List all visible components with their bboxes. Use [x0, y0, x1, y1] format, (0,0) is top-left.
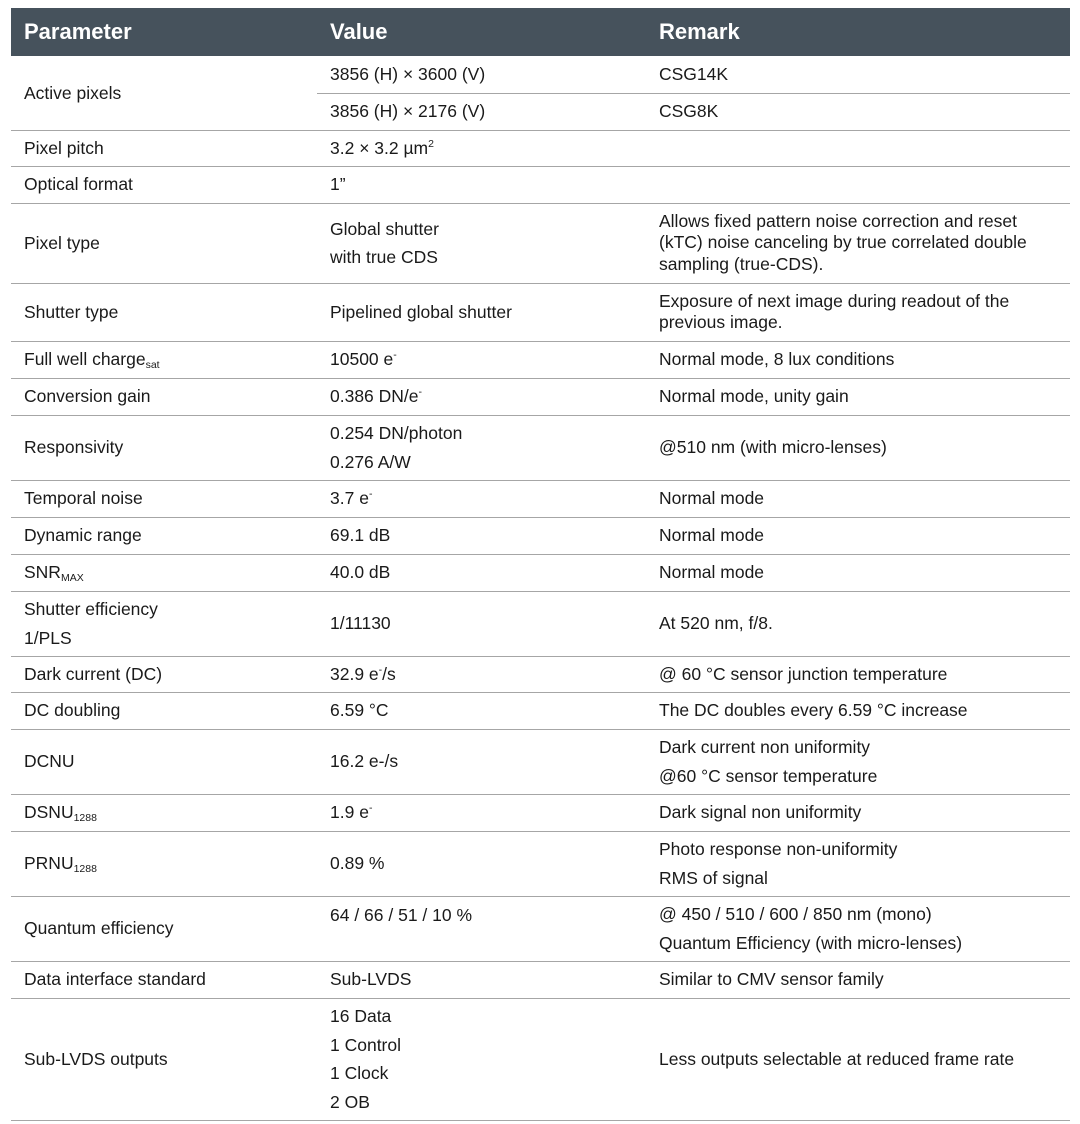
remark-shutter-efficiency: At 520 nm, f/8.	[646, 591, 1070, 656]
param-dsnu: $DSNU_{1288}$	[11, 794, 317, 831]
remark-optical-format	[646, 166, 1070, 203]
remark-dynamic-range: Normal mode	[646, 517, 1070, 554]
param-data-interface: Data interface standard	[11, 961, 317, 998]
specifications-table	[11, 8, 1070, 1121]
table-row	[11, 378, 1070, 415]
remark-active-pixels-csg8k: CSG8K	[646, 93, 1070, 130]
table-row	[11, 341, 1070, 378]
remark-active-pixels-csg14k: CSG14K	[646, 56, 1070, 93]
value-prnu: 0.89 %	[317, 831, 646, 896]
value-data-interface: Sub-LVDS	[317, 961, 646, 998]
value-active-pixels-csg14k: 3856 (H) × 3600 (V)	[317, 56, 646, 93]
remark-prnu: Photo response non-uniformity RMS of signal	[646, 831, 1070, 896]
table-row	[11, 554, 1070, 591]
value-shutter-efficiency: 1/11130	[317, 591, 646, 656]
param-pixel-type: Pixel type	[11, 203, 317, 283]
param-responsivity: Responsivity	[11, 415, 317, 480]
remark-pixel-pitch	[646, 130, 1070, 166]
table-row	[11, 283, 1070, 341]
remark-dark-current: @ 60 °C sensor junction temperature	[646, 656, 1070, 692]
remark-pixel-type: Allows fixed pattern noise correction and reset (kTC) noise canceling by true correlated double sampling (true-CDS).	[646, 203, 1070, 283]
param-active-pixels: Active pixels	[11, 56, 317, 130]
value-optical-format: 1”	[317, 166, 646, 203]
param-dcnu: DCNU	[11, 729, 317, 794]
table-header-row	[11, 8, 1070, 56]
param-pixel-pitch: Pixel pitch	[11, 130, 317, 166]
header-remark: Remark	[646, 8, 1070, 56]
table-row	[11, 656, 1070, 692]
remark-dc-doubling: The DC doubles every 6.59 °C increase	[646, 692, 1070, 729]
remark-full-well-charge: Normal mode, 8 lux conditions	[646, 341, 1070, 378]
remark-conversion-gain: Normal mode, unity gain	[646, 378, 1070, 415]
param-quantum-efficiency: Quantum efficiency	[11, 896, 317, 961]
param-snr-max: $SNR_{MAX}$	[11, 554, 317, 591]
value-responsivity: 0.254 DN/photon 0.276 A/W	[317, 415, 646, 480]
table-row	[11, 692, 1070, 729]
table-row	[11, 998, 1070, 1120]
table-row	[11, 203, 1070, 283]
param-temporal-noise: Temporal noise	[11, 480, 317, 517]
param-dc-doubling: DC doubling	[11, 692, 317, 729]
table-row	[11, 896, 1070, 961]
param-dark-current: Dark current (DC)	[11, 656, 317, 692]
table-row	[11, 130, 1070, 166]
header-parameter: Parameter	[11, 8, 317, 56]
value-dcnu: 16.2 e-/s	[317, 729, 646, 794]
value-conversion-gain: 0.386 DN/e-	[317, 378, 646, 415]
remark-dsnu: Dark signal non uniformity	[646, 794, 1070, 831]
value-pixel-pitch: 3.2 × 3.2 µm$^2$	[317, 130, 646, 166]
table-row	[11, 517, 1070, 554]
value-shutter-type: Pipelined global shutter	[317, 283, 646, 341]
remark-shutter-type: Exposure of next image during readout of the previous image.	[646, 283, 1070, 341]
header-value: Value	[317, 8, 646, 56]
table-row	[11, 831, 1070, 896]
remark-snr-max: Normal mode	[646, 554, 1070, 591]
param-shutter-efficiency: Shutter efficiency 1/PLS	[11, 591, 317, 656]
remark-temporal-noise: Normal mode	[646, 480, 1070, 517]
value-sublvds-outputs: 16 Data 1 Control 1 Clock 2 OB	[317, 998, 646, 1120]
param-full-well-charge: Full well charge$_{sat}$	[11, 341, 317, 378]
table-row	[11, 961, 1070, 998]
remark-responsivity: @510 nm (with micro-lenses)	[646, 415, 1070, 480]
table-row	[11, 729, 1070, 794]
value-full-well-charge: 10500 e-	[317, 341, 646, 378]
table-row	[11, 166, 1070, 203]
value-snr-max: 40.0 dB	[317, 554, 646, 591]
param-sublvds-outputs: Sub-LVDS outputs	[11, 998, 317, 1120]
value-dc-doubling: 6.59 °C	[317, 692, 646, 729]
value-dsnu: 1.9 e-	[317, 794, 646, 831]
param-prnu: $PRNU_{1288}$	[11, 831, 317, 896]
value-quantum-efficiency: 64 / 66 / 51 / 10 %	[317, 896, 646, 961]
param-conversion-gain: Conversion gain	[11, 378, 317, 415]
table-row	[11, 415, 1070, 480]
param-optical-format: Optical format	[11, 166, 317, 203]
value-active-pixels-csg8k: 3856 (H) × 2176 (V)	[317, 93, 646, 130]
remark-data-interface: Similar to CMV sensor family	[646, 961, 1070, 998]
table-row	[11, 480, 1070, 517]
table-row	[11, 56, 1070, 93]
remark-dcnu: Dark current non uniformity @60 °C sensor temperature	[646, 729, 1070, 794]
value-temporal-noise: 3.7 e-	[317, 480, 646, 517]
param-dynamic-range: Dynamic range	[11, 517, 317, 554]
value-dynamic-range: 69.1 dB	[317, 517, 646, 554]
value-dark-current: 32.9 e-/s	[317, 656, 646, 692]
remark-sublvds-outputs: Less outputs selectable at reduced frame rate	[646, 998, 1070, 1120]
table-row	[11, 591, 1070, 656]
table-row	[11, 794, 1070, 831]
remark-quantum-efficiency: @ 450 / 510 / 600 / 850 nm (mono) Quantum Efficiency (with micro-lenses)	[646, 896, 1070, 961]
value-pixel-type: Global shutter with true CDS	[317, 203, 646, 283]
param-shutter-type: Shutter type	[11, 283, 317, 341]
